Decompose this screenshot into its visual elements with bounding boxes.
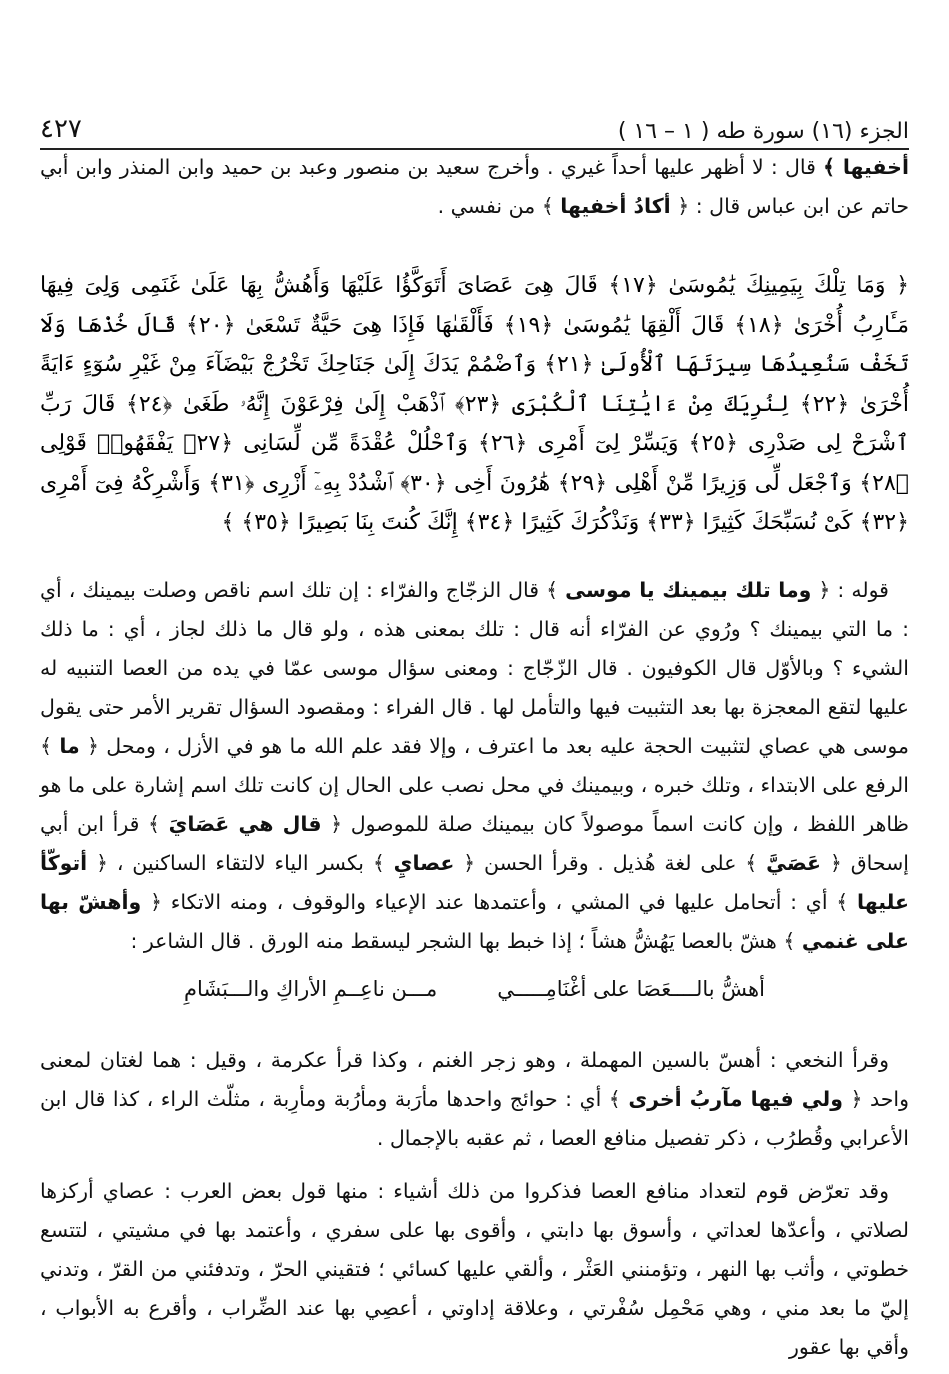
c1-bold3: قال هي عَصَايَ: [168, 811, 322, 836]
running-header: [40, 108, 909, 150]
c1-pre: قوله : ﴿: [811, 577, 889, 602]
commentary-paragraph-1: [40, 571, 909, 961]
intro-end: ﴾ من نفسي .: [437, 194, 561, 218]
c2-rest2: ﴾ أي : حوائج واحدها مأرَبة ومأرُبة ومأرِبة ، مثلّث الراء ، كذا قال ابن الأعرابي وقُطرُب ، ذكر تفصيل منافع العصا ، ثم عقبه بالإجمال .: [40, 1086, 909, 1150]
poem-hemistich-2: مـــن ناعِــمِ الأراكِ والـــبَشَامِ: [184, 976, 438, 1001]
c1-rest2: ﴾ الرفع على الابتداء ، وتلك خبره ، وبيمينك في محل نصب على الحال إن كانت تلك اسم إشارة على ما هو ظاهر اللفظ ، وإن كانت اسماً موصولاً كان بيمينك صلة للموصول ﴿: [40, 733, 909, 836]
c1-bold6: أتوكّأ عليها: [40, 850, 909, 914]
intro-bold-2: أكادُ أخفيها: [560, 194, 671, 218]
intro-bold: أخفيها ﴾: [823, 155, 909, 179]
intro-paragraph: [40, 148, 909, 226]
c1-rest6: ﴾ أي : أتحامل عليها في المشي ، وأعتمدها عند الإعياء والوقوف ، ومنه الاتكاء ﴿: [141, 889, 857, 914]
c2-bold: ولي فيها مآربُ أخرى: [628, 1086, 843, 1111]
c1-rest7: ﴾ هشّ بالعصا يَهُشُّ هشاً ؛ إذا خبط بها الشجر ليسقط منه الورق . قال الشاعر :: [130, 928, 802, 953]
c1-rest5: ﴾ بكسر الياء لالتقاء الساكنين ، ﴿: [87, 850, 394, 875]
c1-rest: ﴾ قال الزجّاج والفرّاء : إن تلك اسم ناقص وصلت بيمينك ، أي : ما التي بيمينك ؟ ورُوي عن الفرّاء أنه قال : تلك بمعنى هذه ، ولو قال ما ذلك لجاز ، أي : ما ذلك الشيء ؟ وبالأوّل قال الكوفيون . قال الزّجّاج : ومعنى سؤال موسى عمّا في يده من العصا التنبيه له عليها لتقع المعجزة بها بعد التثبيت فيها والتأمل لها . قال الفراء : ومقصود السؤال تقرير الأمر حتى يقول موسى هي عصاي لتثبيت الحجة عليه بعد ما اعترف ، وإلا فقد علم الله ما هو في الأزل ، ومحل ﴿: [40, 577, 909, 758]
chapter-heading: الجزء (١٦) سورة طه ( ١ – ١٦ ): [617, 119, 909, 144]
c1-bold2: ما: [59, 733, 80, 758]
commentary-paragraph-2: [40, 1041, 909, 1158]
page-number: ٤٢٧: [40, 114, 82, 144]
c2-rest: وقرأ النخعي : أهسّ بالسين المهملة ، وهو زجر الغنم ، وكذا قرأ عكرمة ، وقيل : هما لغتان لمعنى واحد ﴿: [40, 1047, 910, 1111]
intro-text: قال : لا أظهر عليها أحداً غيري . وأخرج سعيد بن منصور وعبد بن حميد وابن المنذر وابن أبي حاتم عن ابن عباس قال : ﴿: [40, 155, 909, 218]
c1-bold5: عصايِ: [393, 850, 455, 875]
c1-rest4: ﴾ على لغة هُذيل . وقرأ الحسن ﴿: [454, 850, 767, 875]
c1-bold7: وأهشّ بها على غنمي: [40, 889, 909, 953]
poem-verse: [40, 969, 909, 1009]
c1-bold: وما تلك بيمينك يا موسى: [565, 577, 812, 602]
quran-verses: ﴿ وَمَا تِلْكَ بِيَمِينِكَ يَٰمُوسَىٰ ﴿١٧﴾ قَالَ هِىَ عَصَاىَ أَتَوَكَّؤُا عَلَيْهَا وَأَهُشُّ بِهَا عَلَىٰ غَنَمِى وَلِىَ فِيهَا مَـَٔارِبُ أُخْرَىٰ ﴿١٨﴾ قَالَ أَلْقِهَا يَٰمُوسَىٰ ﴿١٩﴾ فَأَلْقَىٰهَا فَإِذَا هِىَ حَيَّةٌ تَسْعَىٰ ﴿٢٠﴾ قَالَ خُذْهَا وَلَا تَخَفْ سَنُعِيدُهَا سِيرَتَهَا ٱلْأُولَىٰ ﴿٢١﴾ وَٱضْمُمْ يَدَكَ إِلَىٰ جَنَاحِكَ تَخْرُجْ بَيْضَآءَ مِنْ غَيْرِ سُوٓءٍ ءَايَةً أُخْرَىٰ ﴿٢٢﴾ لِنُرِيَكَ مِنْ ءَايَٰتِنَا ٱلْكُبْرَى ﴿٢٣﴾ ٱذْهَبْ إِلَىٰ فِرْعَوْنَ إِنَّهُۥ طَغَىٰ ﴿٢٤﴾ قَالَ رَبِّ ٱشْرَحْ لِى صَدْرِى ﴿٢٥﴾ وَيَسِّرْ لِىٓ أَمْرِى ﴿٢٦﴾ وَٱحْلُلْ عُقْدَةً مِّن لِّسَانِى ﴿٢٧﴾ يَفْقَهُوا۟ قَوْلِى ﴿٢٨﴾ وَٱجْعَل لِّى وَزِيرًا مِّنْ أَهْلِى ﴿٢٩﴾ هَٰرُونَ أَخِى ﴿٣٠﴾ ٱشْدُدْ بِهِۦٓ أَزْرِى ﴿٣١﴾ وَأَشْرِكْهُ فِىٓ أَمْرِى ﴿٣٢﴾ كَىْ نُسَبِّحَكَ كَثِيرًا ﴿٣٣﴾ وَنَذْكُرَكَ كَثِيرًا ﴿٣٤﴾ إِنَّكَ كُنتَ بِنَا بَصِيرًا ﴿٣٥﴾ ﴾: [40, 273, 910, 535]
c1-rest3: ﴾ قرأ ابن أبي إسحاق ﴿: [40, 811, 909, 875]
commentary-paragraph-3: وقد تعرّض قوم لتعداد منافع العصا فذكروا من ذلك أشياء : منها قول بعض العرب : عصاي أركزها لصلاتي ، وأعدّها لعداتي ، وأسوق بها دابتي ، وأقوى بها على سفري ، وأعتمد بها في مشيتي ، لتتسع خطوتي ، وأثب بها النهر ، وتؤمنني العَثْر ، وألقي عليها كسائي ؛ فتقيني الحرّ ، وتدفئني من القرّ ، وتدني إليّ ما بعد مني ، وهي مَحْمِل سُفْرتي ، وعلاقة إداوتي ، أعصِي بها عند الضِّراب ، وأقرع به الأبواب ، وأقي بها عقور: [40, 1178, 909, 1359]
poem-hemistich-1: أهشُّ بالــــعَصَا على أغْنَامِـــــي: [497, 976, 765, 1001]
c1-bold4: عَصَيَّ: [766, 850, 822, 875]
page-body: [40, 148, 909, 1367]
